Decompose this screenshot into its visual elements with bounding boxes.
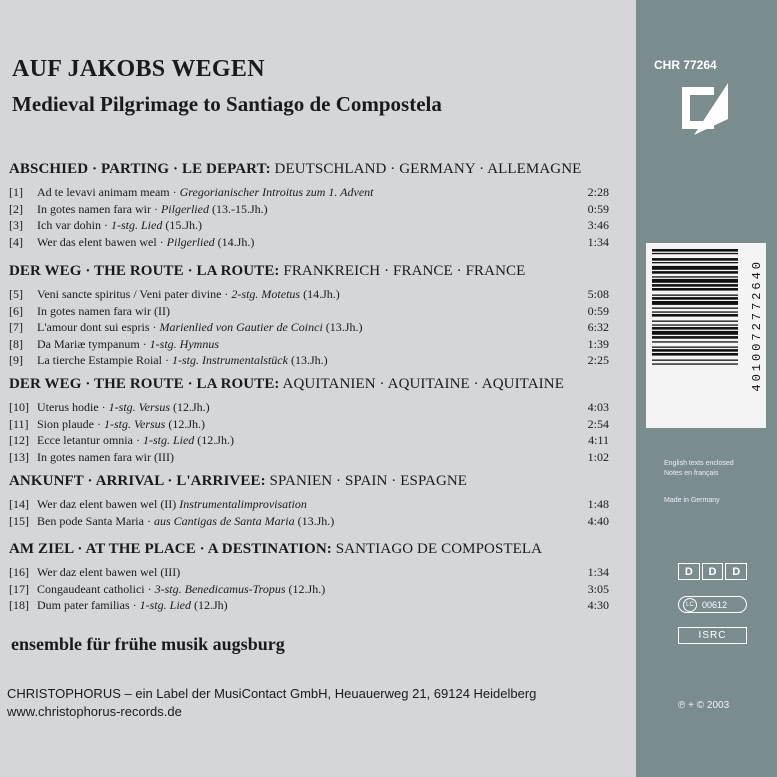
track-date: (13.Jh.) — [322, 320, 363, 334]
track-duration: 2:54 — [587, 416, 609, 431]
track-section — [9, 161, 609, 251]
track-number: [13] — [9, 449, 29, 464]
track-row — [9, 598, 609, 615]
track-title: Ich var dohin — [37, 218, 101, 232]
track-duration: 2:25 — [587, 353, 609, 367]
track-duration: 4:30 — [587, 598, 609, 612]
track-section — [9, 376, 609, 466]
section-heading — [9, 263, 609, 280]
track-description: 3-stg. Benedicamus-Tropus — [154, 581, 286, 596]
track-number: [1] — [9, 185, 23, 199]
track-row — [9, 514, 609, 531]
section-heading-region: SANTIAGO DE COMPOSTELA — [331, 541, 543, 557]
section-heading-bold: DER WEG · THE ROUTE · LA ROUTE: — [9, 263, 280, 279]
track-title: Sion plaude — [37, 416, 94, 431]
section-heading-region: SPANIEN · SPAIN · ESPAGNE — [265, 473, 468, 489]
track-duration: 3:46 — [587, 218, 609, 232]
track-info — [37, 218, 202, 233]
track-title: In gotes namen fara wir — [37, 303, 151, 318]
track-date: (12.Jh.) — [170, 400, 210, 414]
track-description: Marienlied von Gautier de Coinci — [159, 320, 323, 334]
separator-dot: · — [143, 513, 154, 528]
separator-dot: · — [221, 287, 232, 301]
track-description: 2-stg. Motetus — [231, 287, 301, 301]
spine-panel — [636, 0, 777, 777]
section-heading-bold: ANKUNFT · ARRIVAL · L'ARRIVEE: — [9, 473, 266, 489]
track-row — [9, 287, 609, 304]
track-number: [12] — [9, 433, 29, 447]
track-title: Uterus hodie — [37, 400, 99, 414]
track-info — [37, 433, 234, 448]
track-duration: 3:05 — [587, 581, 609, 596]
section-heading-region: FRANKREICH · FRANCE · FRANCE — [279, 263, 526, 279]
track-title: In gotes namen fara wir — [37, 449, 151, 464]
track-row — [9, 417, 609, 434]
separator-dot: · — [161, 353, 172, 367]
track-info — [37, 582, 325, 597]
track-section — [9, 473, 609, 530]
track-description: Gregorianischer Introitus zum 1. Advent — [179, 185, 374, 199]
track-number: [8] — [9, 336, 23, 351]
track-duration: 4:40 — [587, 513, 609, 528]
separator-dot: · — [98, 400, 109, 414]
track-number: [9] — [9, 353, 23, 367]
track-duration: 1:02 — [587, 449, 609, 464]
separator-dot: · — [156, 234, 167, 249]
barcode-bars-icon — [646, 243, 741, 428]
track-info — [37, 497, 307, 512]
track-row — [9, 320, 609, 337]
track-title: Ad te levavi animam meam — [37, 185, 170, 199]
track-info — [37, 202, 268, 217]
track-title: Dum pater familias — [37, 598, 130, 612]
barcode-digits: 4010072772640 — [750, 259, 764, 392]
track-number: [2] — [9, 201, 23, 216]
track-date: (12.Jh) — [190, 598, 228, 612]
track-row — [9, 450, 609, 467]
track-title: La tierche Estampie Roial — [37, 353, 162, 367]
track-description: 1-stg. Lied — [110, 218, 163, 232]
track-duration: 5:08 — [587, 287, 609, 301]
track-number: [3] — [9, 218, 23, 232]
track-title: Veni sancte spiritus / Veni pater divine — [37, 287, 222, 301]
track-info — [37, 353, 328, 368]
track-row — [9, 565, 609, 582]
track-info — [37, 185, 374, 200]
note-french: Notes en français — [664, 470, 719, 477]
track-date: (III) — [157, 565, 181, 579]
track-row — [9, 202, 609, 219]
track-duration: 1:39 — [587, 336, 609, 351]
track-row — [9, 185, 609, 202]
section-heading-bold: ABSCHIED · PARTING · LE DEPART: — [9, 161, 271, 177]
copyright-notice: ℗ + © 2003 — [678, 700, 730, 711]
track-duration: 1:34 — [587, 234, 609, 249]
label-website: www.christophorus-records.de — [7, 704, 182, 719]
ddd-letter: D — [725, 563, 747, 580]
track-date: (12.Jh.) — [194, 433, 234, 447]
separator-dot: · — [100, 218, 111, 232]
lc-number: 00612 — [702, 599, 728, 610]
track-title: Congaudeant catholici — [37, 581, 145, 596]
track-date: (15.Jh.) — [162, 218, 202, 232]
track-title: Ecce letantur omnia — [37, 433, 133, 447]
track-number: [18] — [9, 598, 29, 612]
track-date: (13.Jh.) — [287, 353, 328, 367]
track-description: Pilgerlied — [166, 234, 215, 249]
barcode — [646, 243, 766, 428]
track-number: [7] — [9, 320, 23, 334]
track-number: [4] — [9, 234, 23, 249]
track-section — [9, 263, 609, 370]
track-date: (12.Jh.) — [165, 416, 206, 431]
track-title: Ben pode Santa Maria — [37, 513, 144, 528]
track-date: (14.Jh.) — [300, 287, 340, 301]
track-section — [9, 541, 609, 615]
track-row — [9, 304, 609, 321]
track-duration: 4:11 — [588, 433, 609, 447]
track-number: [5] — [9, 287, 23, 301]
track-row — [9, 433, 609, 450]
track-info — [37, 400, 210, 415]
track-row — [9, 235, 609, 252]
track-info — [37, 450, 174, 465]
track-date: (13.Jh.) — [294, 513, 335, 528]
track-row — [9, 353, 609, 370]
track-number: [10] — [9, 400, 29, 414]
track-duration: 1:34 — [587, 565, 609, 579]
track-title: Wer daz elent bawen wel — [37, 497, 158, 511]
album-subtitle: Medieval Pilgrimage to Santiago de Compostela — [12, 92, 442, 116]
separator-dot: · — [132, 433, 143, 447]
track-description: 1-stg. Instrumentalstück — [171, 353, 288, 367]
separator-dot: · — [129, 598, 140, 612]
track-info — [37, 304, 170, 319]
catalog-number: CHR 77264 — [654, 58, 717, 72]
section-heading-bold: DER WEG · THE ROUTE · LA ROUTE: — [9, 376, 280, 392]
ensemble-name: ensemble für frühe musik augsburg — [11, 634, 285, 654]
separator-dot: · — [149, 320, 160, 334]
track-date: (14.Jh.) — [214, 234, 255, 249]
track-description: 1-stg. Hymnus — [149, 336, 219, 351]
separator-dot: · — [139, 336, 150, 351]
track-number: [16] — [9, 565, 29, 579]
separator-dot: · — [169, 185, 180, 199]
track-description: aus Cantigas de Santa Maria — [153, 513, 295, 528]
track-title: L'amour dont sui espris — [37, 320, 150, 334]
christophorus-logo-icon — [680, 79, 730, 137]
track-number: [11] — [9, 416, 29, 431]
album-title: AUF JAKOBS WEGEN — [12, 56, 265, 82]
track-duration: 2:28 — [587, 185, 609, 199]
track-description: Pilgerlied — [160, 201, 209, 216]
track-title: In gotes namen fara wir — [37, 201, 151, 216]
section-heading-bold: AM ZIEL · AT THE PLACE · A DESTINATION: — [9, 541, 332, 557]
track-date: (III) — [150, 449, 174, 464]
track-date: (13.-15.Jh.) — [208, 201, 268, 216]
track-version: (II) — [157, 497, 180, 511]
separator-dot: · — [144, 581, 155, 596]
section-heading-region: AQUITANIEN · AQUITAINE · AQUITAINE — [279, 376, 564, 392]
track-info — [37, 514, 334, 529]
track-description: 1-stg. Lied — [139, 598, 191, 612]
track-duration: 0:59 — [587, 201, 609, 216]
track-date: (12.Jh.) — [285, 581, 326, 596]
track-description: 1-stg. Versus — [104, 416, 166, 431]
track-duration: 6:32 — [587, 320, 609, 334]
track-title: Wer daz elent bawen wel — [37, 565, 158, 579]
ddd-letter: D — [678, 563, 700, 580]
track-number: [15] — [9, 513, 29, 528]
note-english: English texts enclosed — [664, 460, 734, 467]
section-heading — [9, 541, 609, 558]
track-duration: 1:48 — [587, 497, 609, 511]
section-heading — [9, 376, 609, 393]
track-info — [37, 235, 254, 250]
track-info — [37, 598, 228, 613]
track-info — [37, 337, 219, 352]
track-duration: 4:03 — [587, 400, 609, 414]
track-info — [37, 565, 180, 580]
track-number: [17] — [9, 581, 29, 596]
track-row — [9, 497, 609, 514]
track-row — [9, 218, 609, 235]
separator-dot: · — [94, 416, 104, 431]
section-heading — [9, 161, 609, 178]
track-description: 1-stg. Versus — [108, 400, 170, 414]
track-description: Instrumentalimprovisation — [179, 497, 307, 511]
track-number: [14] — [9, 497, 29, 511]
track-info — [37, 287, 340, 302]
section-heading — [9, 473, 609, 490]
label-address: CHRISTOPHORUS – ein Label der MusiContact GmbH, Heuauerweg 21, 69124 Heidelberg — [7, 686, 537, 701]
track-row — [9, 337, 609, 354]
track-row — [9, 582, 609, 599]
section-heading-region: DEUTSCHLAND · GERMANY · ALLEMAGNE — [270, 161, 582, 177]
isrc-badge: ISRC — [678, 627, 747, 644]
track-number: [6] — [9, 303, 23, 318]
ddd-letter: D — [702, 563, 724, 580]
ddd-badge — [678, 563, 747, 580]
lc-badge — [678, 596, 747, 613]
separator-dot: · — [150, 201, 161, 216]
track-row — [9, 400, 609, 417]
track-info — [37, 417, 205, 432]
track-info — [37, 320, 362, 335]
track-date: (II) — [150, 303, 170, 318]
track-title: Da Mariæ tympanum — [37, 336, 140, 351]
lc-circle: LC — [683, 598, 697, 612]
track-title: Wer das elent bawen wel — [37, 234, 157, 249]
note-made-in: Made in Germany — [664, 497, 720, 504]
track-description: 1-stg. Lied — [142, 433, 195, 447]
track-duration: 0:59 — [587, 303, 609, 318]
